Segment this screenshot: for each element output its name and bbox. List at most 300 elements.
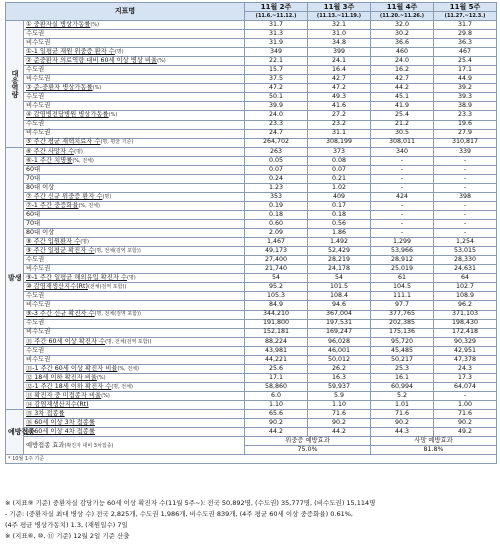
table-row xyxy=(6,21,497,30)
value-cell: 71.6 xyxy=(308,410,371,419)
table-row xyxy=(6,174,497,183)
value-cell: 60,994 xyxy=(371,382,434,391)
value-cell: 96,028 xyxy=(308,337,371,346)
indicator-name: 80대 이상 xyxy=(26,228,55,236)
value-cell: 1,467 xyxy=(245,238,308,247)
indicator-unit: (%) xyxy=(90,21,100,28)
value-cell: 16.3 xyxy=(308,373,371,382)
value-cell: 399 xyxy=(308,48,371,57)
value-cell: 460 xyxy=(371,48,434,57)
table-row xyxy=(6,274,497,283)
value-cell: 24.0 xyxy=(245,111,308,120)
indicator-name: ⑯ 60세 이상 3차 접종률 xyxy=(26,418,95,426)
table-row xyxy=(6,364,497,373)
value-cell: 0.60 xyxy=(245,220,308,229)
value-cell: 197,531 xyxy=(308,319,371,328)
value-cell: 1.02 xyxy=(308,183,371,192)
table-row xyxy=(6,229,497,238)
indicator-label xyxy=(24,428,245,437)
week-header: 11월 4주 xyxy=(371,3,434,12)
value-cell: 59,937 xyxy=(308,382,371,391)
value-cell: 169,247 xyxy=(308,328,371,337)
indicator-label xyxy=(24,174,245,183)
value-cell: 64 xyxy=(434,274,497,283)
indicator-label xyxy=(24,220,245,229)
value-cell: 15.7 xyxy=(245,66,308,75)
value-cell: 22.1 xyxy=(245,57,308,66)
indicator-header: 지표명 xyxy=(6,3,245,21)
indicator-name: 비수도권 xyxy=(26,129,51,137)
value-cell: 31.1 xyxy=(308,129,371,138)
value-cell: 0.21 xyxy=(308,174,371,183)
value-cell: 39.9 xyxy=(245,102,308,111)
value-cell: 24.3 xyxy=(434,364,497,373)
value-cell: 26.2 xyxy=(308,364,371,373)
indicator-name: 비수도권 xyxy=(26,355,51,363)
indicator-name: ⑤ 주간 평균 재택치료자 수 xyxy=(26,138,101,146)
value-cell: 344,210 xyxy=(245,310,308,319)
indicator-unit: (명, 전체(검역 포함)) xyxy=(105,338,152,345)
indicator-name: 70대 xyxy=(26,219,41,227)
indicator-name: ⑮ 3차 접종률 xyxy=(26,409,65,417)
value-cell: 95,720 xyxy=(371,337,434,346)
value-cell: 111.1 xyxy=(371,292,434,301)
indicator-unit: (%) xyxy=(101,392,110,399)
value-cell: 28,912 xyxy=(371,256,434,265)
indicator-label xyxy=(24,165,245,174)
table-row xyxy=(6,319,497,328)
table-row xyxy=(6,256,497,265)
indicator-label xyxy=(24,437,245,455)
value-cell: 27.9 xyxy=(434,129,497,138)
value-cell: 0.18 xyxy=(308,210,371,219)
value-cell: 49.3 xyxy=(308,93,371,102)
category-label: 대응역량 xyxy=(6,21,24,148)
table-row xyxy=(6,201,497,210)
value-cell: 42.7 xyxy=(371,75,434,84)
indicator-name: 비수도권 xyxy=(26,328,51,336)
table-row xyxy=(6,39,497,48)
value-cell: 105.3 xyxy=(245,292,308,301)
indicator-name: ⑭ 감염재생산지수(Rt) xyxy=(26,400,89,408)
value-cell: 71.6 xyxy=(371,410,434,419)
value-cell: 0.17 xyxy=(308,201,371,210)
table-row xyxy=(6,355,497,364)
indicator-unit: (%) xyxy=(96,374,106,381)
value-cell: 25.6 xyxy=(245,364,308,373)
indicator-label xyxy=(24,66,245,75)
value-cell: 44.9 xyxy=(434,75,497,84)
value-cell: 104.5 xyxy=(371,283,434,292)
value-cell: - xyxy=(371,183,434,192)
footnote: - 기준: (중환자실 최대 병상 수) 전국 2,825개, 수도권 1,986개, 비수도권 839개, (4주 평균 60세 이상 중증화율) 0.61%, xyxy=(5,510,353,518)
weekly-indicator-table xyxy=(5,2,497,464)
indicator-name: ④ 감염병전담병원 병상가동률 xyxy=(26,111,109,119)
table-row xyxy=(6,292,497,301)
value-cell: - xyxy=(371,201,434,210)
indicator-name: 70대 xyxy=(26,174,41,182)
value-cell: 310,817 xyxy=(434,138,497,147)
value-cell: 49.2 xyxy=(434,428,497,437)
value-cell: 49,173 xyxy=(245,247,308,256)
indicator-unit: (명, 전체) xyxy=(111,383,133,390)
value-cell: 90.2 xyxy=(434,419,497,428)
indicator-label xyxy=(24,238,245,247)
effect-col-label: 위중증 예방효과 xyxy=(245,437,371,446)
indicator-unit: (명, 전체(검역 포함)) xyxy=(94,248,141,255)
table-row xyxy=(6,147,497,156)
indicator-name: 비수도권 xyxy=(26,102,51,110)
indicator-name: 예방접종 효과 xyxy=(26,441,65,449)
indicator-label xyxy=(24,256,245,265)
indicator-unit: (%, 전체) xyxy=(72,157,94,164)
value-cell: 38.9 xyxy=(434,102,497,111)
value-cell: 42.7 xyxy=(308,75,371,84)
indicator-unit: (%) xyxy=(92,85,102,92)
category-label: 예방접종 xyxy=(6,410,24,455)
value-cell: - xyxy=(434,165,497,174)
indicator-label xyxy=(24,30,245,39)
value-cell: 90,329 xyxy=(434,337,497,346)
indicator-label xyxy=(24,310,245,319)
indicator-unit: (명) xyxy=(80,239,89,245)
table-row xyxy=(6,129,497,138)
value-cell: 198,430 xyxy=(434,319,497,328)
value-cell: 17.3 xyxy=(434,373,497,382)
value-cell: 44.2 xyxy=(308,428,371,437)
value-cell: - xyxy=(434,183,497,192)
value-cell: 44,221 xyxy=(245,355,308,364)
value-cell: 44.3 xyxy=(371,428,434,437)
category-label: 발생 xyxy=(6,147,24,409)
value-cell: 71.6 xyxy=(434,410,497,419)
value-cell: 88,224 xyxy=(245,337,308,346)
value-cell: 36.6 xyxy=(371,39,434,48)
value-cell: 31.7 xyxy=(434,21,497,30)
effect-col-label: 사망 예방효과 xyxy=(371,437,497,446)
value-cell: 25.3 xyxy=(371,364,434,373)
indicator-name: 60대 xyxy=(26,210,41,218)
table-row xyxy=(6,30,497,39)
value-cell: 41.6 xyxy=(308,102,371,111)
value-cell: 34.8 xyxy=(308,39,371,48)
value-cell: 47,378 xyxy=(434,355,497,364)
indicator-label xyxy=(24,319,245,328)
week-range: (11.20.~11.26.) xyxy=(371,12,434,21)
value-cell: 45,485 xyxy=(371,346,434,355)
footnotes xyxy=(5,498,496,542)
table-row xyxy=(6,183,497,192)
value-cell: 32.1 xyxy=(308,21,371,30)
indicator-label xyxy=(24,129,245,138)
value-cell: 0.24 xyxy=(245,174,308,183)
value-cell: 1,254 xyxy=(434,238,497,247)
indicator-unit: (%) xyxy=(157,58,166,65)
value-cell: 64,074 xyxy=(434,382,497,391)
value-cell: 27.2 xyxy=(308,111,371,120)
indicator-name: ⑩ 감염재생산지수(Rt) xyxy=(26,283,88,291)
table-row xyxy=(6,400,497,409)
table-row xyxy=(6,84,497,93)
table-row xyxy=(6,391,497,400)
indicator-name: ⑥ 주간 사망자 수 xyxy=(26,147,75,155)
value-cell: 52,429 xyxy=(308,247,371,256)
indicator-label xyxy=(24,328,245,337)
indicator-unit: (%, 전체) xyxy=(117,365,139,372)
table-body xyxy=(6,21,497,464)
value-cell: 90.2 xyxy=(245,419,308,428)
indicator-label xyxy=(24,419,245,428)
indicator-name: ⑦ 주간 신규 위중증 환자 수 xyxy=(26,192,103,200)
indicator-label xyxy=(24,156,245,165)
week-range: (11.6.~11.12.) xyxy=(245,12,308,21)
value-cell: 21,740 xyxy=(245,265,308,274)
week-header: 11월 3주 xyxy=(308,3,371,12)
value-cell: 0.56 xyxy=(308,220,371,229)
value-cell: 21.2 xyxy=(371,120,434,129)
value-cell: 424 xyxy=(371,192,434,201)
effect-row xyxy=(6,437,497,446)
value-cell: 31.9 xyxy=(245,39,308,48)
value-cell: 0.05 xyxy=(245,156,308,165)
value-cell: - xyxy=(434,156,497,165)
value-cell: 28,330 xyxy=(434,256,497,265)
value-cell: 37.5 xyxy=(245,75,308,84)
indicator-label xyxy=(24,400,245,409)
value-cell: 202,385 xyxy=(371,319,434,328)
value-cell: 0.07 xyxy=(245,165,308,174)
table-row xyxy=(6,102,497,111)
value-cell: 0.19 xyxy=(245,201,308,210)
value-cell: 1.10 xyxy=(308,400,371,409)
indicator-label xyxy=(24,201,245,210)
indicator-name: ⑦-1 주간 중증화율 xyxy=(26,201,79,209)
table-row xyxy=(6,138,497,147)
indicator-label xyxy=(24,229,245,238)
effect-footnote: * 10월 1주 기준 xyxy=(6,455,497,464)
value-cell: 1.86 xyxy=(308,229,371,238)
value-cell: 172,418 xyxy=(434,328,497,337)
value-cell: 175,136 xyxy=(371,328,434,337)
indicator-unit: (명, 전체(검역 포함)) xyxy=(94,311,141,318)
table-row xyxy=(6,265,497,274)
value-cell: 398 xyxy=(434,192,497,201)
value-cell: 353 xyxy=(245,192,308,201)
indicator-name: ⑰ 60세 이상 4차 접종률 xyxy=(26,427,95,435)
value-cell: 53,015 xyxy=(434,247,497,256)
value-cell: 32.0 xyxy=(371,21,434,30)
indicator-name: ⑫ 18세 이하 확진자 비율 xyxy=(26,373,97,381)
table-row xyxy=(6,192,497,201)
value-cell: 1.00 xyxy=(434,400,497,409)
value-cell: 101.5 xyxy=(308,283,371,292)
indicator-name: 수도권 xyxy=(26,93,45,101)
value-cell: 1,299 xyxy=(371,238,434,247)
value-cell: 31.3 xyxy=(245,30,308,39)
value-cell: 191,800 xyxy=(245,319,308,328)
effect-value: 81.8% xyxy=(371,446,497,455)
value-cell: 61 xyxy=(371,274,434,283)
indicator-unit: (명) xyxy=(127,275,136,282)
value-cell: 349 xyxy=(245,48,308,57)
value-cell: 30.5 xyxy=(371,129,434,138)
value-cell: - xyxy=(371,165,434,174)
indicator-name: 수도권 xyxy=(26,256,45,264)
indicator-name: 수도권 xyxy=(26,292,45,300)
value-cell: 23.2 xyxy=(308,120,371,129)
table-row xyxy=(6,328,497,337)
indicator-label xyxy=(24,373,245,382)
value-cell: 25.4 xyxy=(371,111,434,120)
value-cell: 44.2 xyxy=(245,428,308,437)
value-cell: 24.7 xyxy=(245,129,308,138)
table-row xyxy=(6,337,497,346)
value-cell: 84.9 xyxy=(245,301,308,310)
table-row xyxy=(6,220,497,229)
table-row xyxy=(6,382,497,391)
value-cell: 50,012 xyxy=(308,355,371,364)
value-cell: - xyxy=(371,174,434,183)
value-cell: 53,966 xyxy=(371,247,434,256)
table-row xyxy=(6,346,497,355)
table-row xyxy=(6,247,497,256)
value-cell: 90.2 xyxy=(308,419,371,428)
table-row xyxy=(6,66,497,75)
indicator-name: 비수도권 xyxy=(26,38,51,46)
table-row xyxy=(6,428,497,437)
effect-value: 75.0% xyxy=(245,446,371,455)
indicator-label xyxy=(24,274,245,283)
value-cell: 1,492 xyxy=(308,238,371,247)
value-cell: - xyxy=(434,174,497,183)
indicator-label xyxy=(24,355,245,364)
indicator-label xyxy=(24,265,245,274)
value-cell: 39.2 xyxy=(434,84,497,93)
indicator-name: 80대 이상 xyxy=(26,183,55,191)
value-cell: 95.2 xyxy=(245,283,308,292)
footnote: ※ (지표⑥, ⑩, ⑪ 기준) 12월 2일 기준 산출 xyxy=(5,532,130,540)
indicator-name: 비수도권 xyxy=(26,301,51,309)
indicator-unit: (명) xyxy=(102,193,112,200)
indicator-label xyxy=(24,21,245,30)
indicator-name: 수도권 xyxy=(26,29,45,37)
indicator-name: 수도권 xyxy=(26,66,45,74)
value-cell: 23.3 xyxy=(434,111,497,120)
indicator-name: ⑧ 주간 입원환자 수 xyxy=(26,238,81,245)
indicator-label xyxy=(24,301,245,310)
value-cell: 0.08 xyxy=(308,156,371,165)
value-cell: 24.0 xyxy=(371,57,434,66)
indicator-name: ①-1 일평균 재원 위중증 환자 수 xyxy=(26,48,115,56)
value-cell: 41.9 xyxy=(371,102,434,111)
header-row xyxy=(6,3,497,12)
table-row xyxy=(6,301,497,310)
value-cell: 24,631 xyxy=(434,265,497,274)
indicator-label xyxy=(24,84,245,93)
indicator-name: 수도권 xyxy=(26,319,45,327)
indicator-label xyxy=(24,48,245,57)
value-cell: - xyxy=(371,220,434,229)
indicator-label xyxy=(24,210,245,219)
indicator-label xyxy=(24,183,245,192)
value-cell: 29.8 xyxy=(434,30,497,39)
table-row xyxy=(6,93,497,102)
value-cell: 6.0 xyxy=(245,391,308,400)
value-cell: - xyxy=(434,210,497,219)
value-cell: 5.2 xyxy=(371,391,434,400)
week-header: 11월 2주 xyxy=(245,3,308,12)
value-cell: 25,019 xyxy=(371,265,434,274)
table-row xyxy=(6,165,497,174)
value-cell: 1.23 xyxy=(245,183,308,192)
indicator-label xyxy=(24,337,245,346)
value-cell: 54 xyxy=(308,274,371,283)
value-cell: 264,702 xyxy=(245,138,308,147)
value-cell: 16.1 xyxy=(371,373,434,382)
value-cell: 367,004 xyxy=(308,310,371,319)
table-row xyxy=(6,48,497,57)
value-cell: 27,400 xyxy=(245,256,308,265)
value-cell: 2.09 xyxy=(245,229,308,238)
indicator-name: ① 중환자실 병상가동률 xyxy=(26,20,91,28)
value-cell: 50,217 xyxy=(371,355,434,364)
indicator-unit: (명) xyxy=(74,148,83,155)
value-cell: 44.2 xyxy=(371,84,434,93)
week-header: 11월 5주 xyxy=(434,3,497,12)
value-cell: 43,981 xyxy=(245,346,308,355)
indicator-label xyxy=(24,138,245,147)
value-cell: 25.4 xyxy=(434,57,497,66)
value-cell: 31.7 xyxy=(245,21,308,30)
value-cell: 409 xyxy=(308,192,371,201)
value-cell: 30.2 xyxy=(371,30,434,39)
value-cell: 5.9 xyxy=(308,391,371,400)
indicator-name: 수도권 xyxy=(26,120,45,128)
value-cell: 467 xyxy=(434,48,497,57)
value-cell: 17.1 xyxy=(434,66,497,75)
value-cell: 377,765 xyxy=(371,310,434,319)
table-row xyxy=(6,75,497,84)
indicator-name: ⑪-1 주간 60세 이상 확진자 비율 xyxy=(26,364,118,372)
indicator-name: ⑨ 주간 일평균 확진자 수 xyxy=(26,247,95,255)
value-cell: 28,219 xyxy=(308,256,371,265)
value-cell: 94.6 xyxy=(308,301,371,310)
value-cell: 308,011 xyxy=(371,138,434,147)
value-cell: 47.2 xyxy=(245,84,308,93)
value-cell: 1.01 xyxy=(371,400,434,409)
table-row xyxy=(6,120,497,129)
indicator-label xyxy=(24,292,245,301)
value-cell: 373 xyxy=(308,147,371,156)
indicator-name: ⑪ 주간 60세 이상 확진자 수 xyxy=(26,337,106,345)
table-row xyxy=(6,373,497,382)
value-cell: 16.4 xyxy=(308,66,371,75)
indicator-name: ⑫-1 주간 18세 이하 확진자 수 xyxy=(26,382,112,390)
footnote: (4주 평균 병상가동치) 1.3, (재원일수) 7일 xyxy=(5,521,128,529)
table-row xyxy=(6,111,497,120)
value-cell: - xyxy=(434,229,497,238)
indicator-unit: (전체(검역 포함)) xyxy=(87,284,127,291)
indicator-unit: (%) xyxy=(108,112,118,119)
footnote: ※ (지표⑨ 기준) 중환자실 감당기능 60세 이상 확진자 수(11월 5주~): 전국 50,892명, (수도권) 35,777명, (비수도권) 15,114명 xyxy=(5,499,376,507)
value-cell: 58,860 xyxy=(245,382,308,391)
value-cell: - xyxy=(434,201,497,210)
indicator-name: 비수도권 xyxy=(26,75,51,83)
value-cell: 96.2 xyxy=(434,301,497,310)
value-cell: 65.6 xyxy=(245,410,308,419)
value-cell: 31.0 xyxy=(308,30,371,39)
value-cell: 46,001 xyxy=(308,346,371,355)
